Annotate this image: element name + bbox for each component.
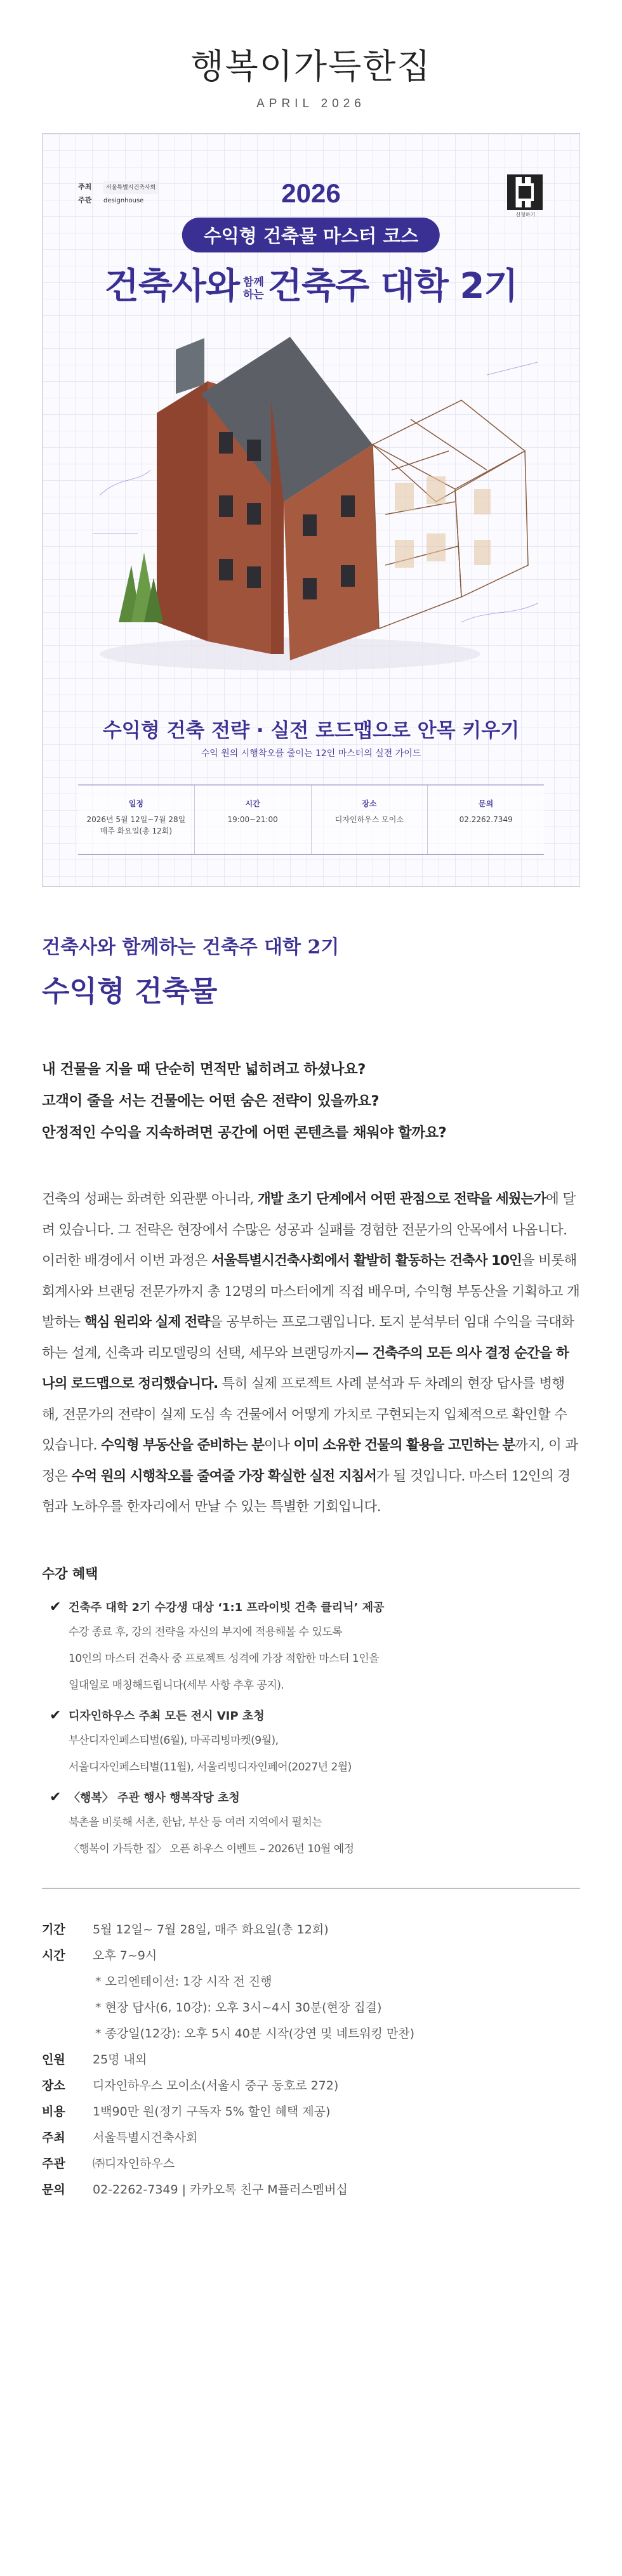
benefit-item xyxy=(42,1787,580,1862)
benefit-desc: 수강 종료 후, 강의 전략을 자신의 부지에 적용해볼 수 있도록 xyxy=(69,1625,343,1638)
info-row: 문의 02-2262-7349 | 카카오톡 친구 M플러스멤버십 xyxy=(42,2182,348,2197)
article-headline: 수익형 건축물 xyxy=(42,974,218,1008)
benefit-item xyxy=(42,1597,580,1699)
poster-title-right: 건축주 대학 2기 xyxy=(267,266,518,307)
benefit-desc: 〈행복이 가득한 집〉 오픈 하우스 이벤트 – 2026년 10월 예정 xyxy=(69,1842,354,1855)
magazine-logo: 행복이가득한집 xyxy=(190,46,432,86)
check-icon: ✔ xyxy=(50,1789,62,1805)
poster-course-pill: 수익형 건축물 마스터 코스 xyxy=(182,218,440,252)
benefit-title: 〈행복〉 주관 행사 행복작당 초청 xyxy=(69,1791,240,1805)
building-illustration xyxy=(81,324,544,679)
section-divider xyxy=(42,1888,580,1889)
benefit-title: 디자인하우스 주최 모든 전시 VIP 초청 xyxy=(69,1709,265,1723)
masthead xyxy=(0,0,622,133)
benefit-desc: 일대일로 매칭해드립니다(세부 사항 추후 공지). xyxy=(69,1678,284,1692)
info-value: 2026년 5월 12일~7월 28일 매주 화요일(총 12회) xyxy=(86,815,186,835)
benefit-desc: 부산디자인페스티벌(6월), 마곡리빙마켓(9월), xyxy=(69,1734,279,1747)
organizer-value: designhouse xyxy=(103,197,144,204)
article-kicker: 건축사와 함께하는 건축주 대학 2기 xyxy=(42,936,340,958)
course-info-table xyxy=(42,1917,580,2203)
info-row: 기간 5월 12일~ 7월 28일, 매주 화요일(총 12회) xyxy=(42,1922,329,1937)
poster-info-bar xyxy=(78,785,544,854)
poster-subtitle: 수익 원의 시행착오를 줄이는 12인 마스터의 실전 가이드 xyxy=(201,749,421,759)
host-label: 주최 xyxy=(78,183,92,191)
info-label: 장소 xyxy=(362,799,377,808)
info-label: 일정 xyxy=(128,799,143,808)
host-value: 서울특별시건축사회 xyxy=(103,181,158,194)
poster-info-contact xyxy=(428,785,544,854)
poster-title-with xyxy=(243,276,264,301)
article xyxy=(0,931,622,2228)
info-label: 문의 xyxy=(479,799,494,808)
with-line-2: 하는 xyxy=(242,288,264,301)
info-label: 시간 xyxy=(245,799,260,808)
info-value: 디자인하우스 모이소 xyxy=(334,815,404,824)
info-row: 주최 서울특별시건축사회 xyxy=(42,2130,198,2145)
benefit-desc: 북촌을 비롯해 서촌, 한남, 부산 등 여러 지역에서 펼치는 xyxy=(69,1815,322,1829)
article-lead xyxy=(42,1054,580,1149)
check-icon: ✔ xyxy=(50,1599,62,1615)
lead-line: 안정적인 수익을 지속하려면 공간에 어떤 콘텐츠를 채워야 할까요? xyxy=(42,1125,447,1141)
benefit-item xyxy=(42,1705,580,1781)
benefit-desc: 10인의 마스터 건축사 중 프로젝트 성격에 가장 적합한 마스터 1인을 xyxy=(69,1652,380,1665)
benefits-list xyxy=(42,1597,580,1862)
poster-title-left: 건축사와 xyxy=(104,266,239,307)
event-poster xyxy=(42,133,580,887)
poster-slogan: 수익형 건축 전략 · 실전 로드맵으로 안목 키우기 xyxy=(102,719,520,742)
lead-line: 내 건물을 지을 때 단순히 면적만 넓히려고 하셨나요? xyxy=(42,1061,366,1078)
qr-caption: 신청하기 xyxy=(515,212,536,218)
article-body: 건축의 성패는 화려한 외관뿐 아니라, 개발 초기 단계에서 어떤 관점으로 전략을 세웠는가에 달려 있습니다. 그 전략은 현장에서 수많은 성공과 실패를 경험한 전문가의 안목에서 나옵니다. 이러한 배경에서 이번 과정은 서울특별시건축사회에서 활발히 활동하는 건축사 10인을 비롯해 회계사와 브랜딩 전문가까지 총 12명의 마스터에게 직접 배우며, 수익형 부동산을 기획하고 개발하는 핵심 원리와 실제 전략을 공부하는 프로그램입니다. 토지 분석부터 임대 수익을 극대화하는 설계, 신축과 리모델링의 선택, 세무와 브랜딩까지— 건축주의 모든 의사 결정 순간을 하나의 로드맵으로 정리했습니다. 특히 실제 프로젝트 사례 분석과 두 차례의 현장 답사를 병행해, 전문가의 전략이 실제 도심 속 건물에서 어떻게 가치로 구현되는지 입체적으로 확인할 수 있습니다. 수익형 부동산을 준비하는 분이나 이미 소유한 건물의 활용을 고민하는 분까지, 이 과정은 수억 원의 시행착오를 줄여줄 가장 확실한 실전 지침서가 될 것입니다. 마스터 12인의 경험과 노하우를 한자리에서 만날 수 있는 특별한 기회입니다. xyxy=(42,1191,580,1515)
info-row: 장소 디자인하우스 모이소(서울시 중구 동호로 272) xyxy=(42,2078,339,2093)
poster-info-schedule xyxy=(78,785,195,854)
poster-section xyxy=(0,133,622,887)
issue-date: APRIL 2026 xyxy=(256,97,366,110)
info-value: 02.2262.7349 xyxy=(459,815,513,824)
poster-info-time xyxy=(195,785,312,854)
with-line-1: 함께 xyxy=(242,275,264,289)
organizer-label: 주관 xyxy=(78,196,92,204)
info-row: 주관 ㈜디자인하우스 xyxy=(42,2156,175,2171)
check-icon: ✔ xyxy=(50,1707,62,1723)
info-value: 19:00~21:00 xyxy=(227,815,278,824)
benefits-title: 수강 혜택 xyxy=(42,1566,98,1581)
info-row: 비용 1백90만 원(정기 구독자 5% 할인 혜택 제공) xyxy=(42,2104,331,2119)
poster-year: 2026 xyxy=(281,178,341,208)
info-row: 시간 오후 7~9시 * 오리엔테이션: 1강 시작 전 진행 * 현장 답사(6, 10강): 오후 3시~4시 30분(현장 집결) * 종강일(12강): 오후 5시 40분 시작(강연 및 네트워킹 만찬) xyxy=(42,1948,415,2041)
lead-line: 고객이 줄을 서는 건물에는 어떤 숨은 전략이 있을까요? xyxy=(42,1093,380,1109)
benefit-title: 건축주 대학 2기 수강생 대상 ‘1:1 프라이빗 건축 클리닉’ 제공 xyxy=(69,1600,385,1614)
info-row: 인원 25명 내외 xyxy=(42,2052,147,2067)
poster-title xyxy=(43,258,579,309)
benefit-desc: 서울디자인페스티벌(11월), 서울리빙디자인페어(2027년 2월) xyxy=(69,1760,352,1774)
poster-info-place xyxy=(312,785,428,854)
